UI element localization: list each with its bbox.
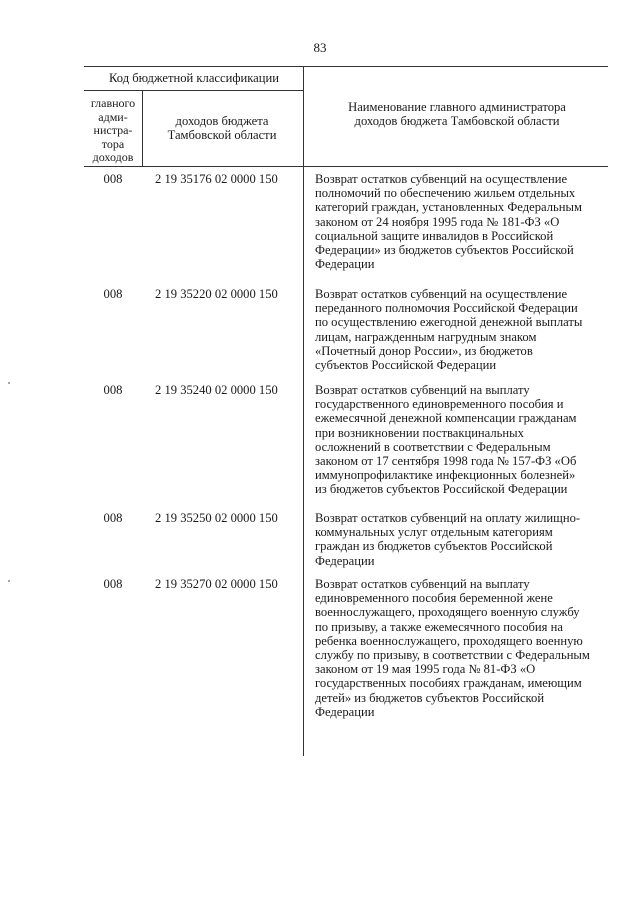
text-line: государственных пособиях гражданам, имеющим — [315, 676, 582, 691]
text-line: государственного единовременного пособия и — [315, 397, 564, 412]
code-group-rule — [84, 90, 303, 91]
text-line: социальной защите инвалидов в Российской — [315, 228, 554, 243]
text-line: детей» из бюджетов субъектов Российской — [315, 690, 545, 705]
text-line: Возврат остатков субвенций на осуществление — [315, 172, 568, 186]
text-line: из бюджетов субъектов Российской Федерации — [315, 482, 568, 497]
text-line: военнослужащего, проходящего военную службу — [315, 605, 580, 620]
income-header-line: доходов бюджета — [175, 114, 269, 128]
text-line: лицам, награжденным нагрудным знаком — [315, 329, 537, 344]
text-line: ежемесячной денежной компенсации гражданам — [315, 411, 577, 426]
text-line: Федерации — [315, 553, 375, 568]
name-column-header — [312, 100, 602, 128]
text-line: по осуществлению ежегодной денежной выплаты — [315, 315, 583, 330]
income-code: 2 19 35270 02 0000 150 — [155, 577, 278, 591]
text-line: Федерации» из бюджетов субъектов Российской — [315, 243, 574, 258]
admin-code: 008 — [103, 511, 123, 525]
name-header-line: Наименование главного администратора — [348, 100, 566, 114]
header-bottom-rule — [84, 166, 608, 167]
income-column-header — [147, 114, 297, 142]
admin-header-line: адми- — [98, 109, 128, 124]
text-line: по призыву, а также ежемесячного пособия на — [315, 619, 563, 634]
text-line: «Почетный донор России», из бюджетов — [315, 343, 533, 358]
page-number: 83 — [313, 40, 327, 55]
text-line: коммунальных услуг отдельным категориям — [315, 525, 553, 540]
income-header-line: Тамбовской области — [167, 128, 277, 143]
admin-header-line: тора — [101, 136, 125, 151]
admin-code: 008 — [103, 383, 123, 397]
text-line: законом от 24 ноября 1995 года № 181-ФЗ «О — [315, 214, 560, 229]
income-code: 2 19 35176 02 0000 150 — [155, 172, 278, 186]
text-line: полномочий по обеспечению жильем отдельных — [315, 186, 576, 201]
text-line: Федерации — [315, 704, 375, 719]
table-top-rule — [84, 66, 608, 67]
text-line: единовременного пособия беременной жене — [315, 591, 553, 606]
admin-code: 008 — [103, 577, 123, 591]
text-line: субъектов Российской Федерации — [315, 358, 497, 373]
name-header-line: доходов бюджета Тамбовской области — [354, 114, 560, 129]
admin-header-line: нистра- — [93, 123, 133, 138]
admin-code: 008 — [103, 287, 123, 301]
text-line: Федерации — [315, 257, 375, 272]
income-code: 2 19 35220 02 0000 150 — [155, 287, 278, 301]
text-line: Возврат остатков субвенций на осуществление — [315, 287, 568, 301]
income-name — [315, 383, 613, 497]
scan-speck — [8, 580, 10, 582]
income-name — [315, 172, 613, 271]
name-column-divider — [303, 66, 304, 756]
admin-code: 008 — [103, 172, 123, 186]
income-code: 2 19 35250 02 0000 150 — [155, 511, 278, 525]
text-line: законом от 19 мая 1995 года № 81-ФЗ «О — [315, 662, 536, 677]
text-line: службу по призыву, в соответствии с Федеральным — [315, 648, 590, 663]
text-line: ребенка военнослужащего, проходящего военную — [315, 633, 583, 648]
text-line: осложнений в соответствии с Федеральным — [315, 439, 551, 454]
scan-speck — [8, 382, 10, 384]
text-line: переданного полномочия Российской Федерации — [315, 301, 578, 316]
admin-header-line: доходов — [92, 150, 134, 165]
income-code: 2 19 35240 02 0000 150 — [155, 383, 278, 397]
admin-column-divider — [142, 90, 143, 167]
text-line: при возникновении поствакцинальных — [315, 425, 524, 440]
text-line: иммунопрофилактике инфекционных болезней» — [315, 468, 576, 483]
text-line: Возврат остатков субвенций на выплату — [315, 577, 530, 591]
text-line: категорий граждан, установленных Федеральным — [315, 200, 582, 215]
code-group-header: Код бюджетной классификации — [109, 71, 279, 85]
text-line: Возврат остатков субвенций на оплату жилищно- — [315, 511, 581, 525]
text-line: Возврат остатков субвенций на выплату — [315, 383, 530, 397]
income-name — [315, 287, 613, 372]
income-name — [315, 511, 613, 568]
admin-header-line: главного — [90, 96, 136, 110]
admin-column-header — [84, 97, 142, 165]
text-line: законом от 17 сентября 1998 года № 157-ФЗ «Об — [315, 454, 577, 469]
income-name — [315, 577, 613, 719]
text-line: граждан из бюджетов субъектов Российской — [315, 539, 553, 554]
